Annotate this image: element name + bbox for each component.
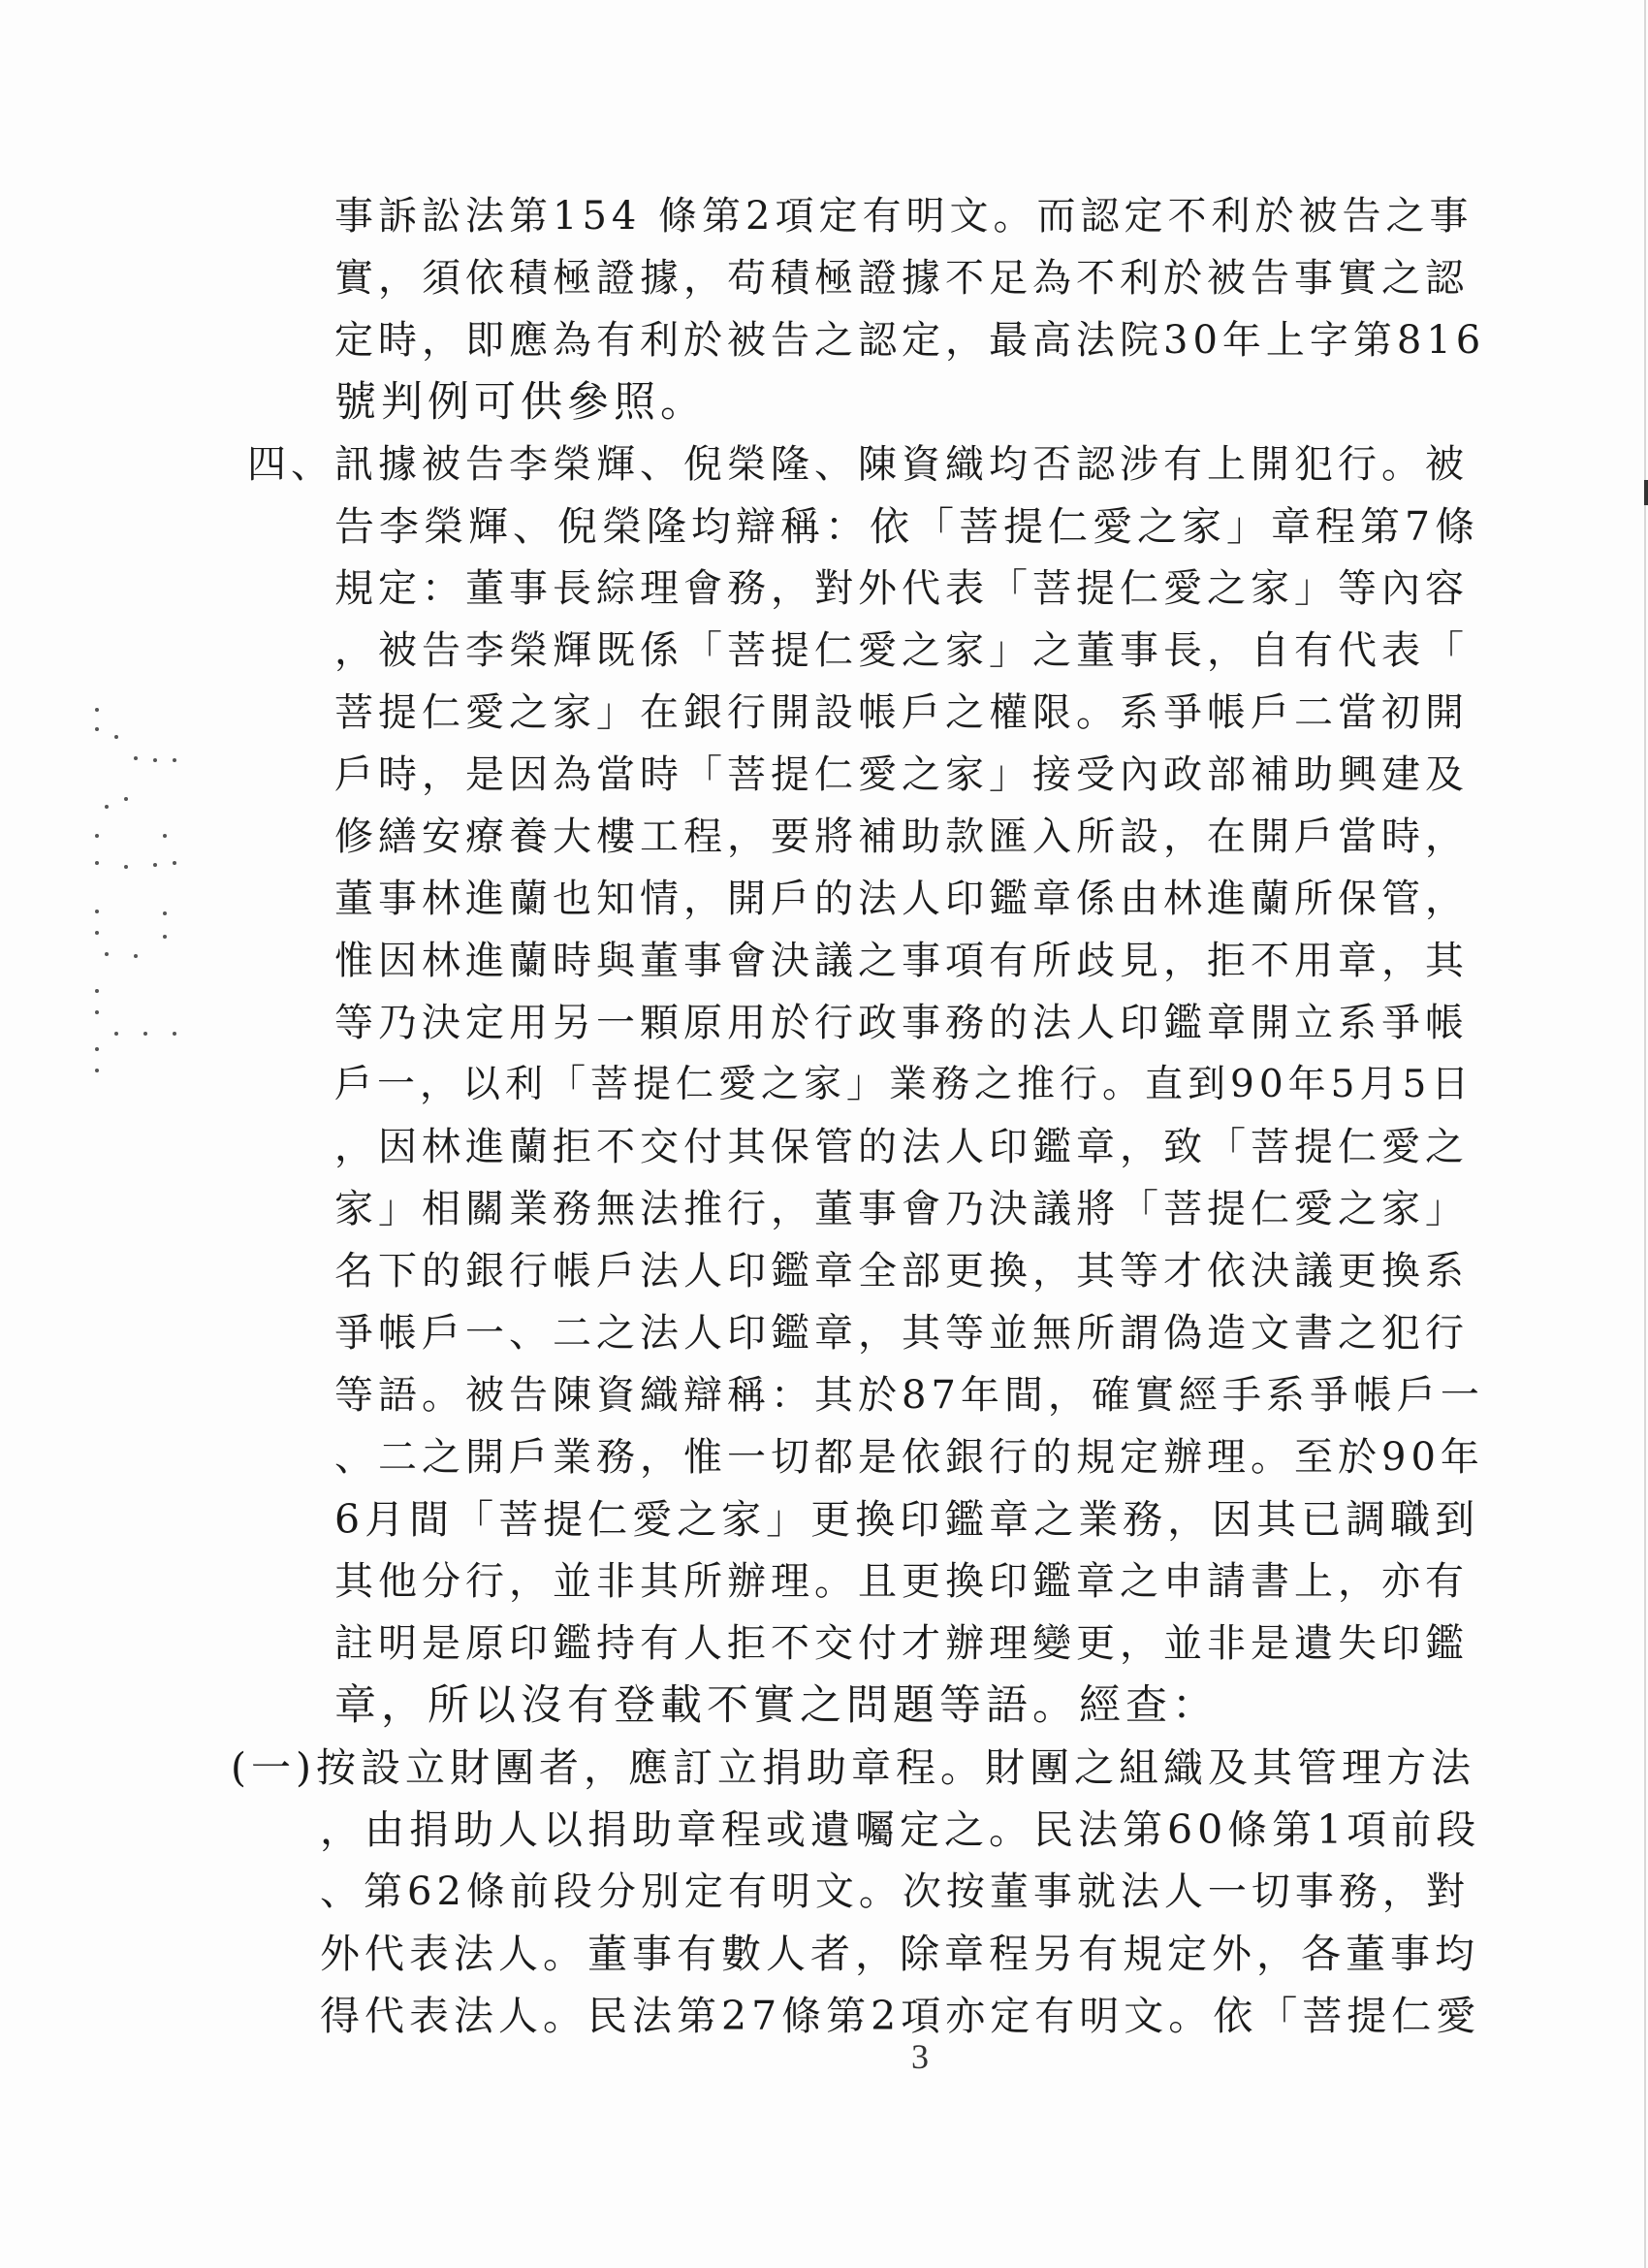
- text-line: 外代表法人。董事有數人者，除章程另有規定外，各董事均: [320, 1931, 1479, 1977]
- text-line: 戶時，是因為當時「菩提仁愛之家」接受內政部補助興建及: [334, 752, 1469, 797]
- text-line: 戶一，以利「菩提仁愛之家」業務之推行。直到90年5月5日: [334, 1063, 1474, 1106]
- text-line: 、第62條前段分別定有明文。次按董事就法人一切事務，對: [320, 1869, 1470, 1914]
- text-line: 6月間「菩提仁愛之家」更換印鑑章之業務，因其已調職到: [334, 1496, 1480, 1543]
- text-line: 定時，即應為有利於被告之認定，最高法院30年上字第816: [334, 318, 1486, 363]
- text-line: 號判例可供參照。: [334, 378, 707, 427]
- text-line: 修繕安療養大樓工程，要將補助款匯入所設，在開戶當時，: [334, 815, 1469, 859]
- text-line: 、二之開戶業務，惟一切都是依銀行的規定辦理。至於90年: [334, 1435, 1484, 1480]
- text-line: 名下的銀行帳戶法人印鑑章全部更換，其等才依決議更換系: [334, 1249, 1469, 1294]
- text-line: 規定：董事長綜理會務，對外代表「菩提仁愛之家」等內容: [334, 566, 1469, 611]
- page-edge: [1644, 0, 1646, 2268]
- text-line: 章，所以沒有登載不實之問題等語。經查：: [334, 1681, 1219, 1730]
- text-line: 告李榮輝、倪榮隆均辯稱：依「菩提仁愛之家」章程第7條: [334, 503, 1480, 550]
- text-line: 家」相關業務無法推行，董事會乃決議將「菩提仁愛之家」: [334, 1187, 1469, 1231]
- section-heading-four: 四、訊據被告李榮輝、倪榮隆、陳資織均否認涉有上開犯行。被: [247, 442, 1469, 487]
- text-line: 註明是原印鑑持有人拒不交付才辦理變更，並非是遺失印鑑: [334, 1621, 1469, 1666]
- text-line: 菩提仁愛之家」在銀行開設帳戶之權限。系爭帳戶二當初開: [334, 690, 1469, 735]
- subsection-heading-one: (一)按設立財團者，應訂立捐助章程。財團之組織及其管理方法: [231, 1744, 1475, 1791]
- binding-hole-marks: [85, 698, 182, 1076]
- text-line: 爭帳戶一、二之法人印鑑章，其等並無所謂偽造文書之犯行: [334, 1311, 1469, 1356]
- text-line: ，由捐助人以捐助章程或遺囑定之。民法第60條第1項前段: [320, 1806, 1481, 1853]
- text-line: 惟因林進蘭時與董事會決議之事項有所歧見，拒不用章，其: [334, 939, 1469, 983]
- text-line: ，因林進蘭拒不交付其保管的法人印鑑章，致「菩提仁愛之: [334, 1125, 1469, 1169]
- text-line: 其他分行，並非其所辦理。且更換印鑑章之申請書上，亦有: [334, 1559, 1469, 1604]
- page-number: 3: [911, 2037, 929, 2076]
- text-line: 等乃決定用另一顆原用於行政事務的法人印鑑章開立系爭帳: [334, 1001, 1469, 1045]
- text-line: ，被告李榮輝既係「菩提仁愛之家」之董事長，自有代表「: [334, 628, 1469, 673]
- text-line: 得代表法人。民法第27條第2項亦定有明文。依「菩提仁愛: [320, 1993, 1481, 2039]
- text-line: 事訴訟法第154 條第2項定有明文。而認定不利於被告之事: [334, 194, 1474, 239]
- text-line: 等語。被告陳資織辯稱：其於87年間，確實經手系爭帳戶一: [334, 1373, 1484, 1418]
- text-line: 實，須依積極證據，苟積極證據不足為不利於被告事實之認: [334, 256, 1469, 301]
- text-line: 董事林進蘭也知情，開戶的法人印鑑章係由林進蘭所保管，: [334, 877, 1469, 921]
- edge-mark: [1644, 480, 1648, 505]
